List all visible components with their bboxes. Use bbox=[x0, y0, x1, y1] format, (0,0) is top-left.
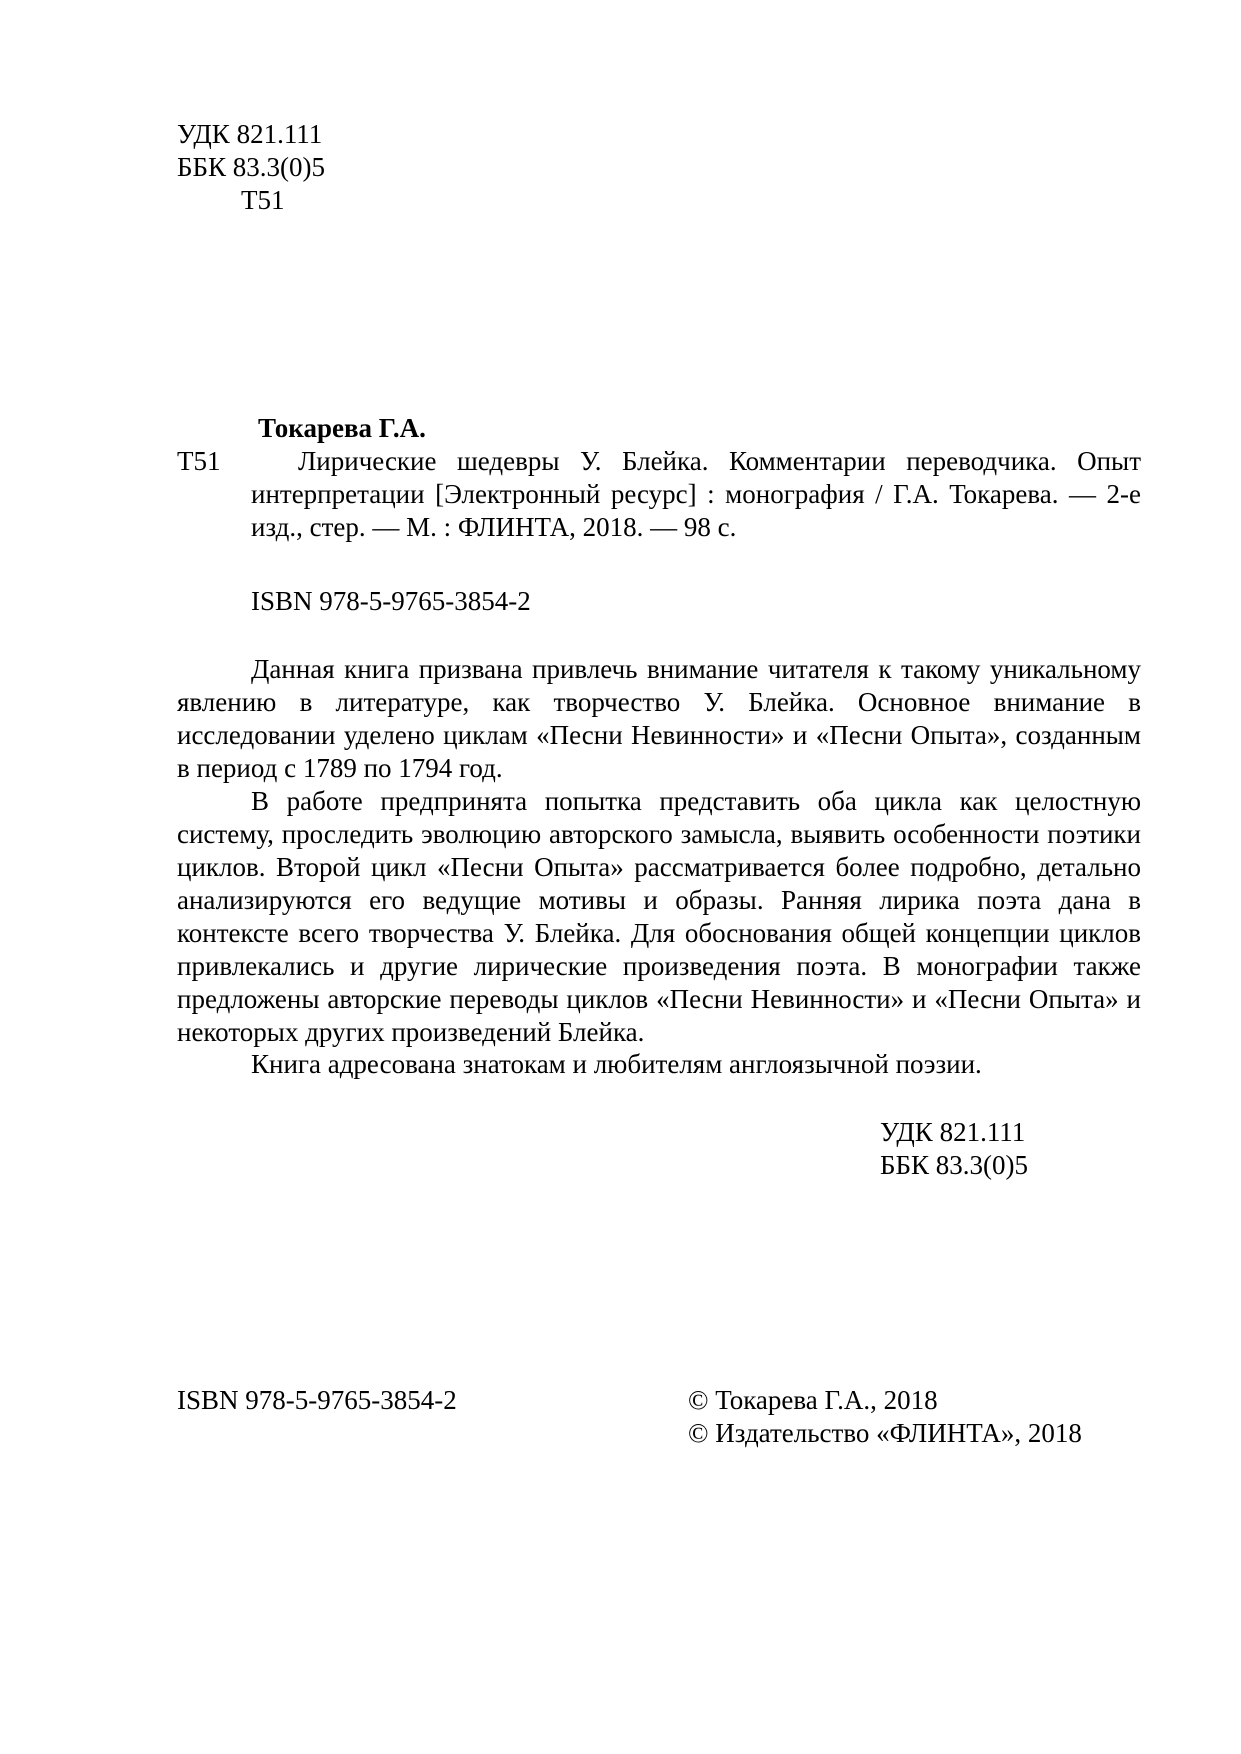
annotation-paragraph-3: Книга адресована знатокам и любителям англоязычной поэзии. bbox=[251, 1049, 982, 1079]
author-heading: Токарева Г.А. bbox=[258, 413, 426, 443]
imprint-isbn: ISBN 978-5-9765-3854-2 bbox=[177, 1385, 457, 1415]
record-isbn: ISBN 978-5-9765-3854-2 bbox=[251, 586, 531, 616]
header-bbk: ББК 83.3(0)5 bbox=[177, 152, 325, 182]
record-description: Лирические шедевры У. Блейка. Комментарии переводчика. Опыт интерпретации [Электронный ресурс] : монография / Г.А. Токарева. — 2-е изд., стер. — М. : ФЛИНТА, 2018. — 98 с. bbox=[251, 446, 1141, 542]
annotation-paragraph-2: В работе предпринята попытка представить оба цикла как целостную систему, проследить эволюцию авторского замысла, выявить особенности поэтики циклов. Второй цикл «Песни Опыта» рассматривается более подробно, детально анализируются его ведущие мотивы и образы. Ранняя лирика поэта дана в контексте всего творчества У. Блейка. Для обоснования общей концепции циклов привлекались и другие лирические произведения поэта. В монографии также предложены авторские переводы циклов «Песни Невинности» и «Песни Опыта» и некоторых других произведений Блейка. bbox=[177, 786, 1141, 1047]
footer-bbk: ББК 83.3(0)5 bbox=[880, 1150, 1028, 1180]
annotation-paragraph-1: Данная книга призвана привлечь внимание читателя к такому уникальному явлению в литературе, как творчество У. Блейка. Основное внимание в исследовании уделено циклам «Песни Невинности» и «Песни Опыта», созданным в период с 1789 по 1794 год. bbox=[177, 654, 1141, 783]
header-author-mark: Т51 bbox=[241, 185, 285, 215]
record-mark: Т51 bbox=[177, 446, 221, 476]
footer-udk: УДК 821.111 bbox=[880, 1117, 1026, 1147]
header-udk: УДК 821.111 bbox=[177, 119, 323, 149]
copyright-publisher: © Издательство «ФЛИНТА», 2018 bbox=[688, 1418, 1082, 1448]
copyright-author: © Токарева Г.А., 2018 bbox=[688, 1385, 938, 1415]
